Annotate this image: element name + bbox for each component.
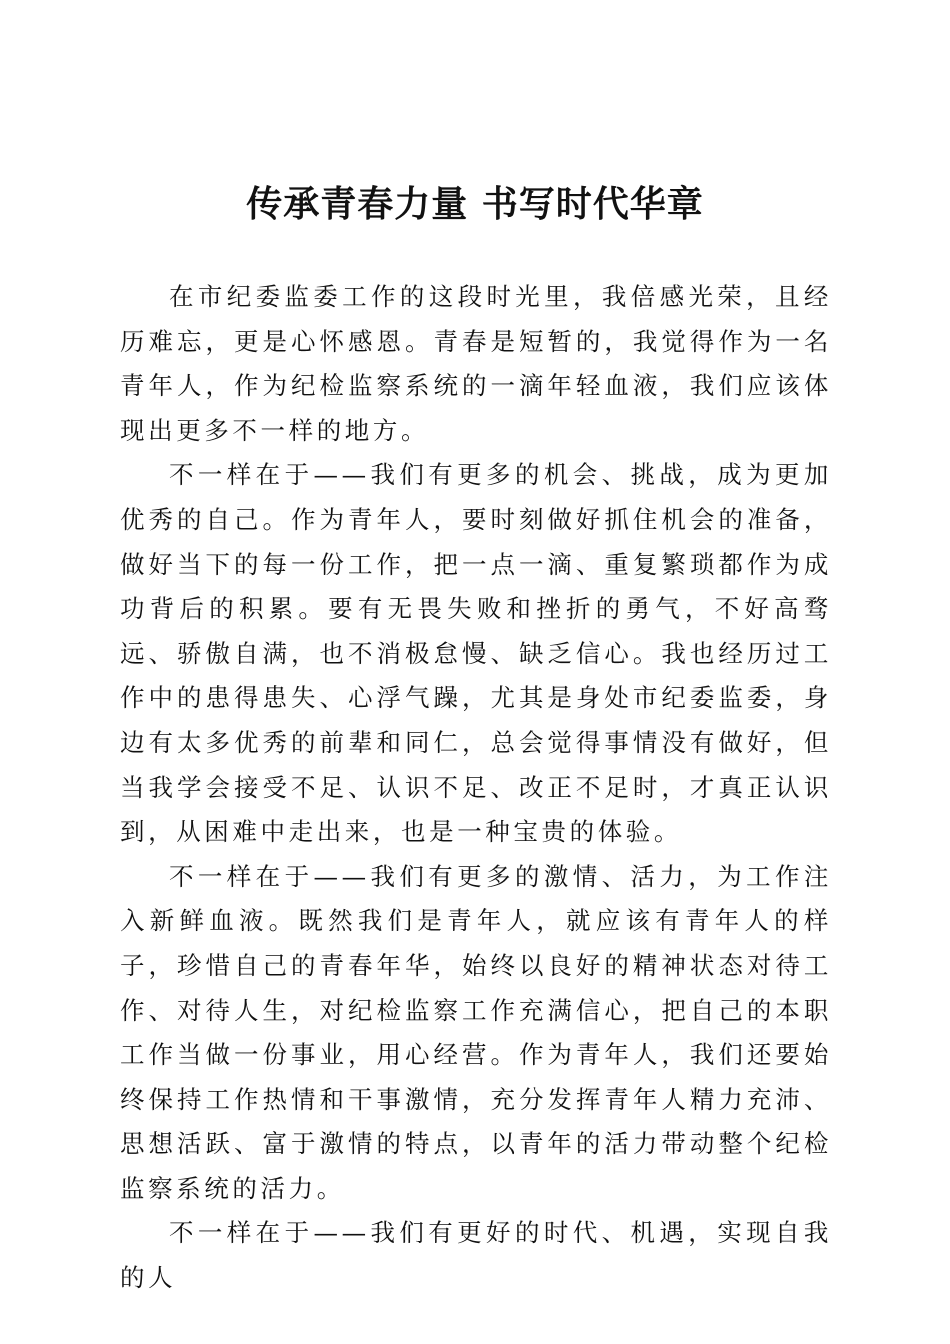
paragraph: 不一样在于——我们有更好的时代、机遇，实现自我的人 [120, 1218, 832, 1293]
paragraph: 不一样在于——我们有更多的机会、挑战，成为更加优秀的自己。作为青年人，要时刻做好抓住机会的准备，做好当下的每一份工作，把一点一滴、重复繁琐都作为成功背后的积累。要有无畏失败和挫折的勇气，不好高骛远、骄傲自满，也不消极怠慢、缺乏信心。我也经历过工作中的患得患失、心浮气躁，尤其是身处市纪委监委，身边有太多优秀的前辈和同仁，总会觉得事情没有做好，但当我学会接受不足、认识不足、改正不足时，才真正认识到，从困难中走出来，也是一种宝贵的体验。 [120, 460, 832, 847]
document-title: 传承青春力量 书写时代华章 [246, 183, 704, 225]
paragraph: 不一样在于——我们有更多的激情、活力，为工作注入新鲜血液。既然我们是青年人，就应该有青年人的样子，珍惜自己的青春年华，始终以良好的精神状态对待工作、对待人生，对纪检监察工作充满信心，把自己的本职工作当做一份事业，用心经营。作为青年人，我们还要始终保持工作热情和干事激情，充分发挥青年人精力充沛、思想活跃、富于激情的特点，以青年的活力带动整个纪检监察系统的活力。 [120, 861, 832, 1203]
paragraph: 在市纪委监委工作的这段时光里，我倍感光荣，且经历难忘，更是心怀感恩。青春是短暂的，我觉得作为一名青年人，作为纪检监察系统的一滴年轻血液，我们应该体现出更多不一样的地方。 [120, 282, 832, 445]
document-body [120, 275, 832, 1301]
